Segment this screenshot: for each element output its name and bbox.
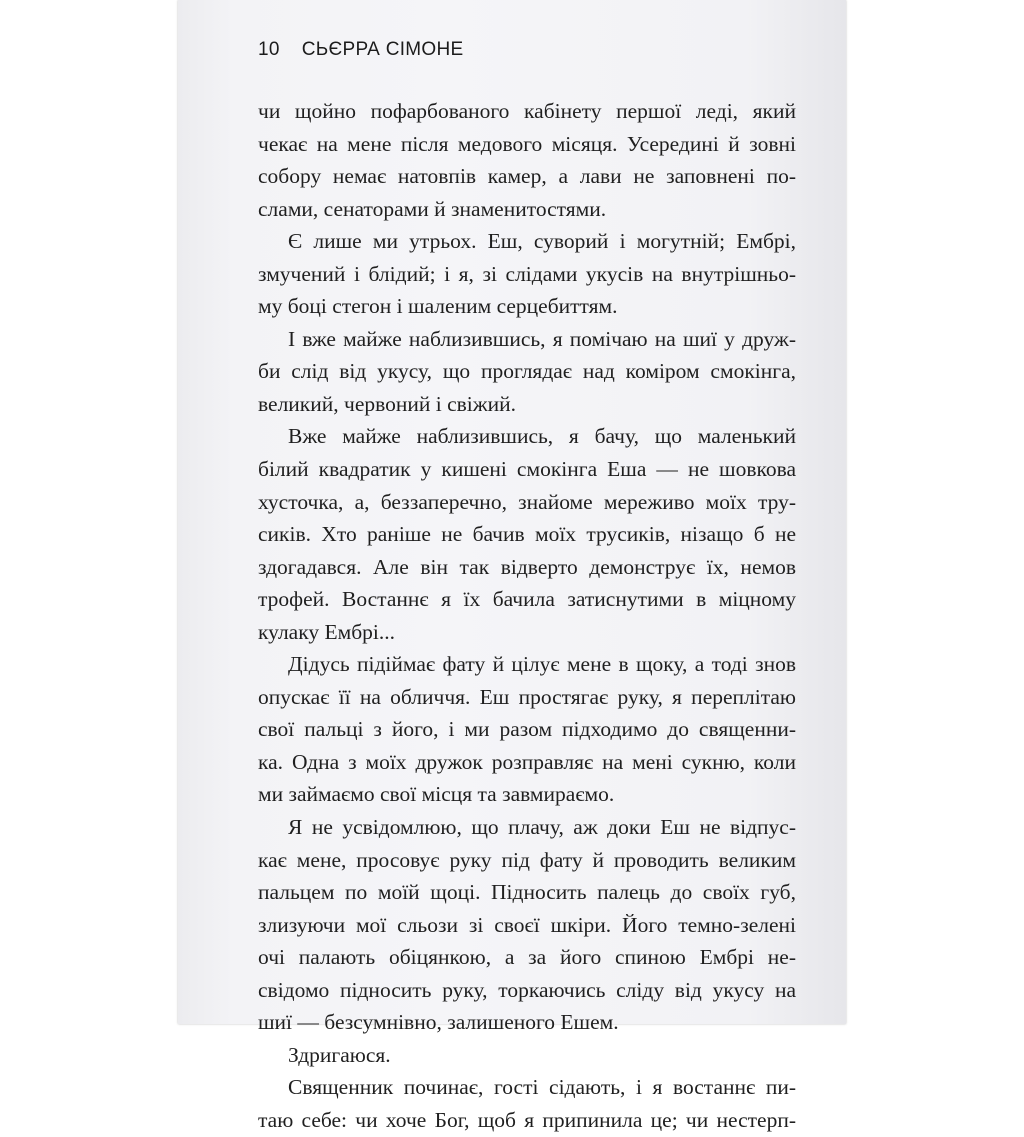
text-line: очі палають обіцянкою, а за його спиною Ембрі не- xyxy=(258,945,796,970)
text-line: ми займаємо свої місця та завмираємо. xyxy=(258,782,615,807)
text-line: му боці стегон і шаленим серцебиттям. xyxy=(258,294,618,319)
text-line: опускає її на обличчя. Еш простягає руку, я переплітаю xyxy=(258,684,796,709)
text-line: шиї — безсумнівно, залишеного Ешем. xyxy=(258,1010,619,1035)
text-line: слами, сенаторами й знаменитостями. xyxy=(258,196,607,221)
text-line: чи щойно пофарбованого кабінету першої леді, який xyxy=(258,99,796,123)
text-line: свої пальці з його, і ми разом підходимо до священни- xyxy=(258,717,796,742)
text-line: сиків. Хто раніше не бачив моїх трусиків, нізащо б не xyxy=(258,522,796,547)
page-number: 10 xyxy=(258,39,280,60)
book-page xyxy=(178,0,846,1132)
text-line: кає мене, просовує руку під фату й проводить великим xyxy=(258,847,796,872)
text-line: Дідусь підіймає фату й цілує мене в щоку, а тоді знов xyxy=(288,652,796,677)
text-line: пальцем по моїй щоці. Підносить палець до своїх губ, xyxy=(258,880,796,905)
running-header xyxy=(258,39,464,61)
text-line: би слід від укусу, що проглядає над коміром смокінга, xyxy=(258,359,796,384)
text-line: кулаку Ембрі... xyxy=(258,619,396,644)
text-line: трофей. Востаннє я їх бачила затиснутими в міцному xyxy=(258,587,796,612)
text-line: собору немає натовпів камер, а лави не заповнені по- xyxy=(258,164,796,189)
body-text xyxy=(258,95,796,1137)
text-line: здогадався. Але він так відверто демонструє їх, немов xyxy=(258,554,796,579)
text-line: великий, червоний і свіжий. xyxy=(258,391,517,416)
text-line: Я не усвідомлюю, що плачу, аж доки Еш не відпус- xyxy=(288,815,796,840)
text-line: змучений і блідий; і я, зі слідами укусів на внутрішньо- xyxy=(258,261,796,286)
text-line: таю себе: чи хоче Бог, щоб я припинила це; чи нестерп- xyxy=(258,1107,796,1132)
text-line: білий квадратик у кишені смокінга Еша — не шовкова xyxy=(258,457,796,482)
text-line: злизуючи мої сльози зі своєї шкіри. Його темно-зелені xyxy=(258,912,796,937)
text-line: чекає на мене після медового місяця. Усередині й зовні xyxy=(258,131,796,156)
text-line: Вже майже наблизившись, я бачу, що маленький xyxy=(288,424,796,449)
text-line: І вже майже наблизившись, я помічаю на шиї у друж- xyxy=(288,326,796,351)
text-line: Священник починає, гості сідають, і я востаннє пи- xyxy=(288,1075,796,1100)
text-line: Є лише ми утрьох. Еш, суворий і могутній; Ембрі, xyxy=(288,229,796,254)
text-line: свідомо підносить руку, торкаючись сліду від укусу на xyxy=(258,977,796,1002)
author-name: СЬЄРРА СІМОНЕ xyxy=(301,39,464,60)
text-line: Здригаюся. xyxy=(288,1042,391,1067)
text-line: хусточка, а, беззаперечно, знайоме мереживо моїх тру- xyxy=(258,489,796,514)
text-line: ка. Одна з моїх дружок розправляє на мені сукню, коли xyxy=(258,749,796,774)
